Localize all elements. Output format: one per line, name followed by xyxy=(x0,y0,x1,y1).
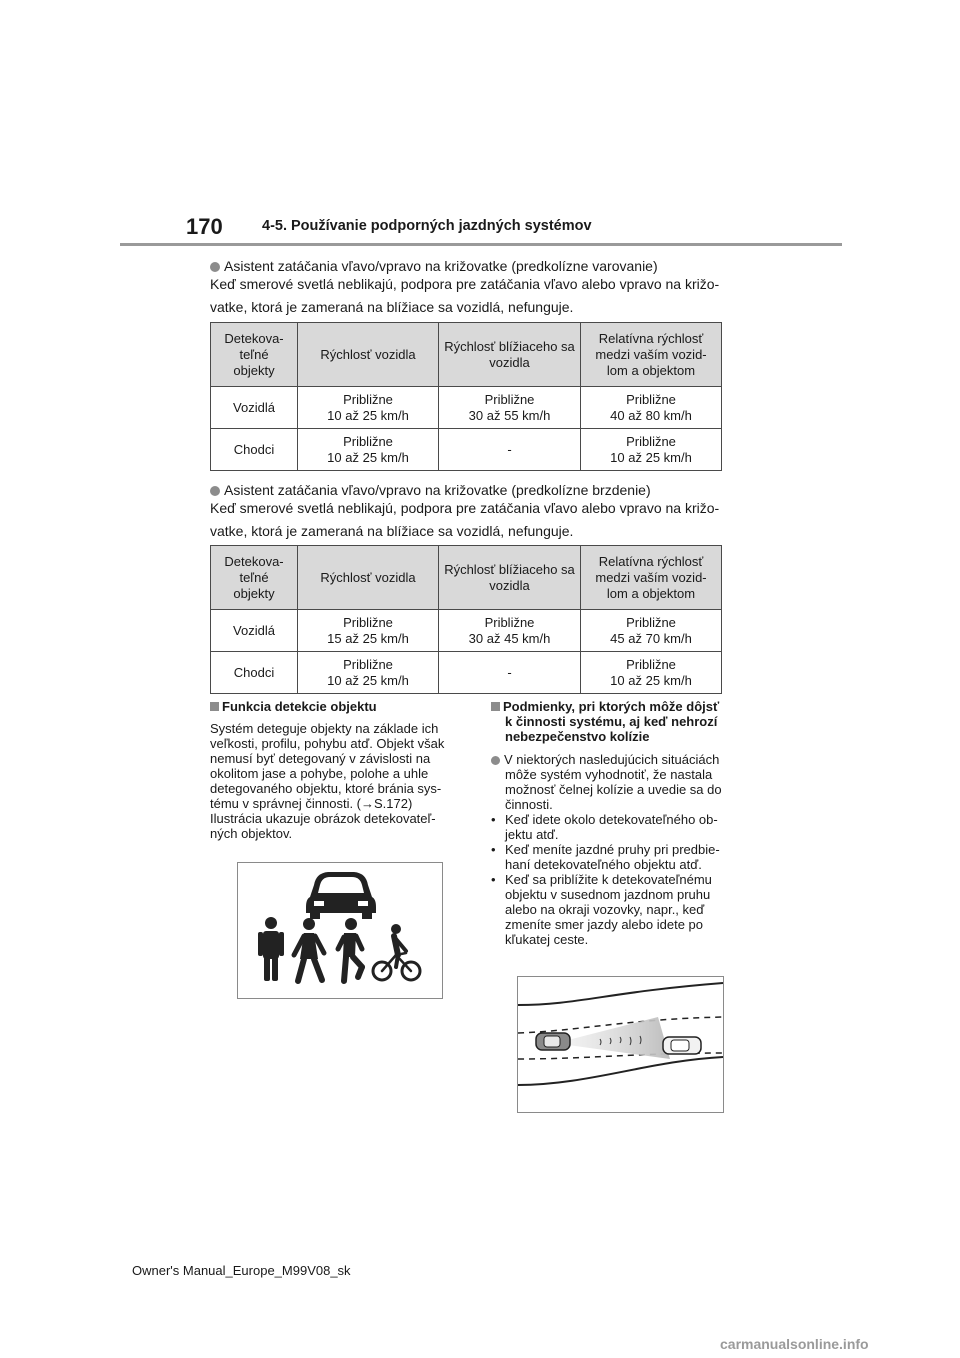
block1-para-line: vatke, ktorá je zameraná na blížiace sa vozidlá, nefunguje. xyxy=(210,299,574,315)
right-heading xyxy=(491,699,761,744)
block1-table-wrap xyxy=(210,322,722,471)
pedestrian-standing-icon xyxy=(258,917,284,981)
left-body-line: Systém deteguje objekty na základe ich xyxy=(210,721,439,736)
right-column xyxy=(491,699,761,947)
list-item-line: • Keď idete okolo detekovateľného ob- xyxy=(505,812,718,827)
right-bullet-paragraph xyxy=(491,752,761,812)
block2-para-line: Keď smerové svetlá neblikajú, podpora pre zatáčania vľavo alebo vpravo na križo- xyxy=(210,500,720,516)
right-bullet-list xyxy=(491,812,761,947)
footer-text: Owner's Manual_Europe_M99V08_sk xyxy=(132,1263,351,1278)
table-header-cell: Detekova- teľné objekty xyxy=(211,546,298,610)
bullet-dot-icon xyxy=(210,486,220,496)
block1-para-line: Keď smerové svetlá neblikajú, podpora pre zatáčania vľavo alebo vpravo na križo- xyxy=(210,276,720,292)
right-heading-line: Podmienky, pri ktorých môže dôjsť xyxy=(503,699,720,714)
table-cell: Približne 15 až 25 km/h xyxy=(298,610,439,652)
block2-bullet-text: Asistent zatáčania vľavo/vpravo na križovatke (predkolízne brzdenie) xyxy=(224,482,651,498)
list-item-line: objektu v susednom jazdnom pruhu xyxy=(505,887,711,902)
pedestrian-running-icon xyxy=(338,918,362,981)
watermark: carmanualsonline.info xyxy=(720,1336,869,1352)
right-heading-line: k činnosti systému, aj keď nehrozí xyxy=(505,714,718,729)
block1-paragraph xyxy=(210,273,755,319)
left-body-line: ných objektov. xyxy=(210,826,293,841)
table-cell: Približne 45 až 70 km/h xyxy=(581,610,722,652)
left-body-line: Ilustrácia ukazuje obrázok detekovateľ- xyxy=(210,811,436,826)
oncoming-car-icon xyxy=(663,1037,701,1054)
table-header-cell: Relatívna rýchlosť medzi vaším vozid- lom a objektom xyxy=(581,323,722,387)
section-title: 4-5. Používanie podporných jazdných systémov xyxy=(262,218,592,234)
table-cell: Približne 40 až 80 km/h xyxy=(581,387,722,429)
table-cell: Približne 10 až 25 km/h xyxy=(581,429,722,471)
list-item-line: • Keď meníte jazdné pruhy pri predbie- xyxy=(505,842,720,857)
square-bullet-icon xyxy=(210,702,219,711)
table-header-cell: Relatívna rýchlosť medzi vaším vozid- lom a objektom xyxy=(581,546,722,610)
table-cell: Približne 10 až 25 km/h xyxy=(298,652,439,694)
pedestrian-walking-icon xyxy=(294,918,324,981)
list-item-line: • Keď sa priblížite k detekovateľnému xyxy=(505,872,712,887)
left-body-line: detegovaného objektu, ktoré bránia sys- xyxy=(210,781,442,796)
list-item-line: kľukatej ceste. xyxy=(505,932,589,947)
table-header-cell: Rýchlosť vozidla xyxy=(298,546,439,610)
table-cell: Približne 30 až 45 km/h xyxy=(439,610,581,652)
curved-road-illustration xyxy=(518,977,723,1112)
list-item xyxy=(491,842,761,872)
list-item-line: alebo na okraji vozovky, napr., keď xyxy=(505,902,705,917)
table-header-cell: Rýchlosť blížiaceho sa vozidla xyxy=(439,546,581,610)
block2-para-line: vatke, ktorá je zameraná na blížiace sa vozidlá, nefunguje. xyxy=(210,523,574,539)
table-row xyxy=(211,387,722,429)
table-header-cell: Rýchlosť vozidla xyxy=(298,323,439,387)
block1-bullet-text: Asistent zatáčania vľavo/vpravo na križovatke (predkolízne varovanie) xyxy=(224,258,658,274)
road-edge-top xyxy=(518,983,723,1005)
left-body xyxy=(210,721,480,841)
block2-table-wrap xyxy=(210,545,722,694)
table-cell: Vozidlá xyxy=(211,387,298,429)
table-row xyxy=(211,652,722,694)
cyclist-icon xyxy=(373,924,420,980)
right-bullet-line: možnosť čelnej kolízie a uvedie sa do xyxy=(505,782,722,797)
left-heading xyxy=(210,699,480,714)
detectable-objects-illustration xyxy=(238,863,442,998)
table-cell: - xyxy=(439,429,581,471)
block1-speed-table xyxy=(210,322,722,471)
list-item-line: zmeníte smer jazdy alebo idete po xyxy=(505,917,703,932)
list-item-line: jektu atď. xyxy=(505,827,559,842)
table-cell: Približne 10 až 25 km/h xyxy=(581,652,722,694)
curved-road-figure xyxy=(517,976,724,1113)
page-number: 170 xyxy=(186,214,223,239)
block2-paragraph xyxy=(210,497,755,543)
table-cell: Približne 10 až 25 km/h xyxy=(298,429,439,471)
own-car-icon xyxy=(536,1033,570,1050)
left-body-line: veľkosti, profilu, pohybu atď. Objekt však xyxy=(210,736,445,751)
right-bullet-line: V niektorých nasledujúcich situáciách xyxy=(504,752,720,767)
car-front-icon xyxy=(306,872,376,919)
left-body-line: nemusí byť detegovaný v závislosti na xyxy=(210,751,431,766)
list-item xyxy=(491,872,761,947)
table-cell: Približne 30 až 55 km/h xyxy=(439,387,581,429)
right-bullet-line: činnosti. xyxy=(505,797,553,812)
list-item-line: haní detekovateľného objektu atď. xyxy=(505,857,702,872)
table-row xyxy=(211,429,722,471)
table-cell: - xyxy=(439,652,581,694)
left-column xyxy=(210,699,480,841)
table-cell: Chodci xyxy=(211,652,298,694)
bullet-dot-icon xyxy=(210,262,220,272)
table-cell: Vozidlá xyxy=(211,610,298,652)
left-heading-text: Funkcia detekcie objektu xyxy=(222,699,377,714)
table-cell: Približne 10 až 25 km/h xyxy=(298,387,439,429)
table-header-row xyxy=(211,323,722,387)
table-cell: Chodci xyxy=(211,429,298,471)
header-rule xyxy=(120,243,842,246)
right-heading-line: nebezpečenstvo kolízie xyxy=(505,729,650,744)
left-body-line: okolitom jase a pohybe, polohe a uhle xyxy=(210,766,429,781)
square-bullet-icon xyxy=(491,702,500,711)
road-edge-bottom xyxy=(518,1057,723,1085)
block2-speed-table xyxy=(210,545,722,694)
table-header-cell: Rýchlosť blížiaceho sa vozidla xyxy=(439,323,581,387)
list-item xyxy=(491,812,761,842)
bullet-dot-icon xyxy=(491,756,500,765)
left-body-line: tému v správnej činnosti. (→S.172) xyxy=(210,796,413,811)
table-row xyxy=(211,610,722,652)
right-bullet-line: môže systém vyhodnotiť, že nastala xyxy=(505,767,713,782)
detectable-objects-figure xyxy=(237,862,443,999)
table-header-row xyxy=(211,546,722,610)
table-header-cell: Detekova- teľné objekty xyxy=(211,323,298,387)
